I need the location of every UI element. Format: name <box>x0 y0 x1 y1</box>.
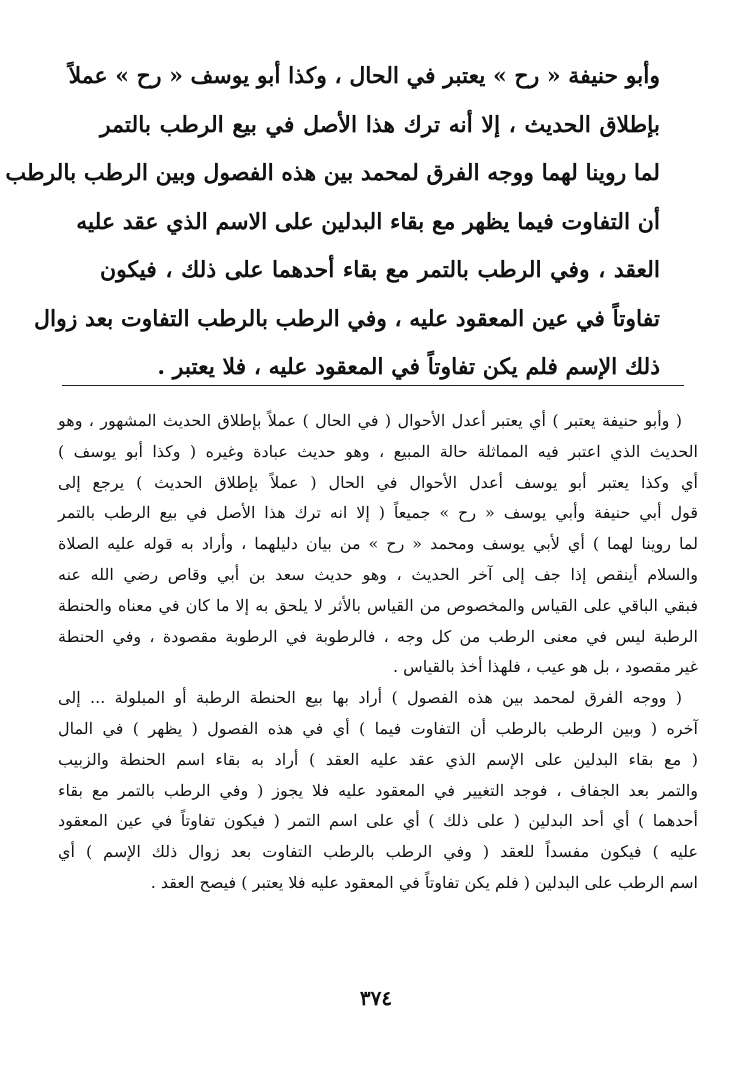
section-divider <box>62 385 684 386</box>
commentary-line: الحديث الذي اعتبر فيه المماثلة حالة المبيع ، وهو حديث عبادة وغيره ( وكذا أبو يوسف ) <box>58 441 698 461</box>
commentary-line: ( وأبو حنيفة يعتبر ) أي يعتبر أعدل الأحوال ( في الحال ) عملاً بإطلاق الحديث المشهور ، وهو <box>58 411 682 430</box>
main-text-line: تفاوتاً في عين المعقود عليه ، وفي الرطب بالرطب التفاوت بعد زوال <box>34 305 660 332</box>
main-text-line: بإطلاق الحديث ، إلا أنه ترك هذا الأصل في بيع الرطب بالتمر <box>100 111 660 138</box>
commentary-line: والسلام أينقص إذا جف إلى آخر الحديث ، وهو حديث سعد بن أبي وقاص رضي الله عنه <box>58 564 698 584</box>
commentary-line: ( ووجه الفرق لمحمد بين هذه الفصول ) أراد بها بيع الحنطة الرطبة أو المبلولة ... إلى <box>58 688 682 708</box>
page-number: ٣٧٤ <box>359 986 393 1010</box>
commentary-block <box>58 406 698 899</box>
commentary-line: ( مع بقاء البدلين على الإسم الذي عقد عليه العقد ) أراد به بقاء اسم الحنطة والزبيب <box>58 749 698 769</box>
main-text-line: وأبو حنيفة « رح » يعتبر في الحال ، وكذا أبو يوسف « رح » عملاً <box>68 63 660 89</box>
commentary-line: فبقي الباقي على القياس والمخصوص من القياس بالأثر لا يلحق به إلا ما كان في معناه والحنطة <box>58 595 698 615</box>
main-text-block <box>5 52 660 392</box>
commentary-line: عليه ) فيكون مفسداً للعقد ( وفي الرطب بالرطب التفاوت بعد زوال ذلك الإسم ) أي <box>58 842 698 862</box>
commentary-line: آخره ( وبين الرطب بالرطب أن التفاوت فيما ) أي في هذه الفصول ( يظهر ) في المال <box>58 718 698 738</box>
commentary-line: لما روينا لهما ) أي لأبي يوسف ومحمد « رح » من بيان دليلهما ، وأراد به قوله عليه الصلاة <box>58 534 698 554</box>
commentary-line: قول أبي حنيفة وأبي يوسف « رح » جميعاً ( إلا انه ترك هذا الأصل في بيع الرطب بالتمر <box>58 503 698 523</box>
commentary-line: الرطبة ليس في معنى الرطب من كل وجه ، فالرطوبة في الرطوبة مقصودة ، وفي الحنطة <box>58 626 698 646</box>
commentary-line: أي وكذا يعتبر أبو يوسف أعدل الأحوال في الحال ( عملاً بإطلاق الحديث ) يرجع إلى <box>58 472 698 492</box>
main-text-line: أن التفاوت فيما يظهر مع بقاء البدلين على الاسم الذي عقد عليه <box>76 208 660 235</box>
commentary-line: والتمر بعد الجفاف ، فوجد التغيير في المعقود عليه فلا يجوز ( وفي الرطب بالتمر مع بقاء <box>58 780 698 800</box>
main-text-line: العقد ، وفي الرطب بالتمر مع بقاء أحدهما على ذلك ، فيكون <box>100 257 660 283</box>
commentary-line: غير مقصود ، بل هو عيب ، فلهذا أخذ بالقياس . <box>392 657 698 677</box>
main-text-line: ذلك الإسم فلم يكن تفاوتاً في المعقود عليه ، فلا يعتبر . <box>157 354 660 380</box>
main-text-line: لما روينا لهما ووجه الفرق لمحمد بين هذه الفصول وبين الرطب بالرطب <box>5 160 660 186</box>
commentary-line: اسم الرطب على البدلين ( فلم يكن تفاوتاً في المعقود عليه فلا يعتبر ) فيصح العقد . <box>150 872 698 892</box>
commentary-line: أحدهما ) أي أحد البدلين ( على ذلك ) أي على اسم التمر ( فيكون تفاوتاً في عين المعقود <box>58 811 698 831</box>
